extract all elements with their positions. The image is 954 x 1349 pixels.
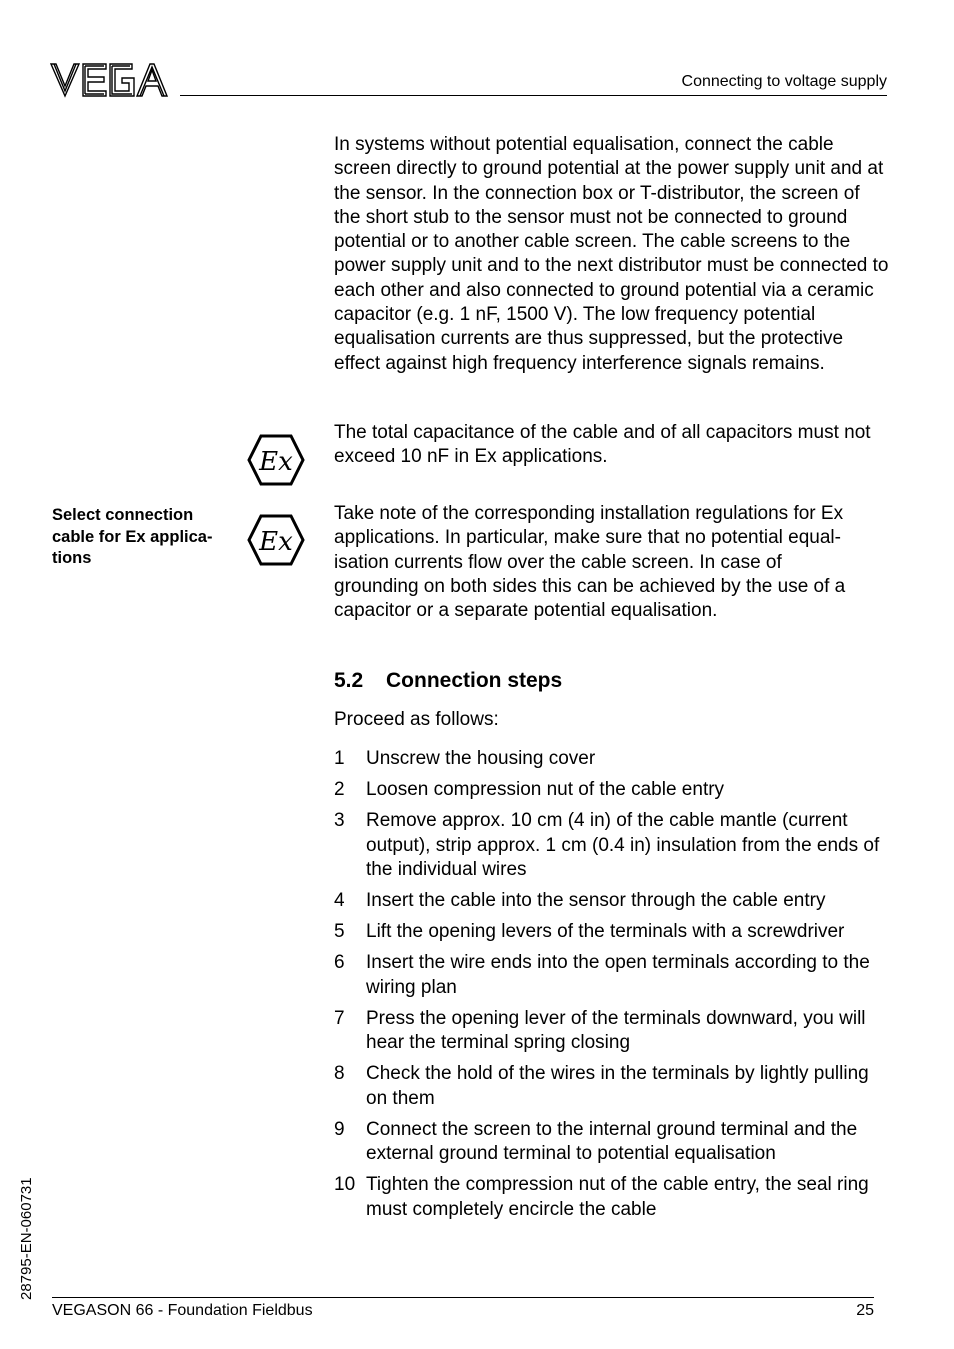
- step-number: 8: [334, 1063, 345, 1084]
- paragraph-line: grounding on both sides this can be achieved by the use of a: [334, 575, 846, 597]
- list-item: [334, 1062, 890, 1111]
- section-heading: [334, 669, 562, 693]
- list-item: [334, 1007, 890, 1056]
- step-text: Remove approx. 10 cm (4 in) of the cable mantle (current output), strip approx. 1 cm (0.4 in) insulation from the ends of the individual wires: [366, 810, 880, 880]
- page-number: 25: [856, 1302, 874, 1319]
- list-item: [334, 747, 890, 772]
- paragraph-line: Take note of the corresponding installation regulations for Ex: [334, 503, 844, 524]
- ex-explosion-protection-icon: [247, 434, 305, 486]
- connection-steps-list: [334, 747, 890, 1229]
- paragraph-line: capacitor or a separate potential equalisation.: [334, 600, 718, 622]
- step-number: 1: [334, 748, 345, 769]
- header-section-title: Connecting to voltage supply: [681, 73, 887, 90]
- vega-logo: [50, 62, 168, 98]
- step-text: Insert the wire ends into the open terminals according to the wiring plan: [366, 952, 870, 998]
- svg-text:Ex: Ex: [259, 447, 293, 477]
- paragraph-potential-equalisation: In systems without potential equalisation, connect the cable screen directly to ground potential at the power supply unit and at the sensor. In the connection box or T-distributor, the screen of the short stub to the sensor must not be connected to ground potential or to another cable screen. The cable screens to the power supply unit and to the next distributor must be connected to each other and also connected to ground potential via a ceramic capacitor (e.g. 1 nF, 1500 V). The low frequency potential equalisation currents are thus suppressed, but the protective effect against high frequency interference signals remains.: [334, 134, 889, 374]
- paragraph-line: isation currents flow over the cable screen. In case of: [334, 551, 782, 573]
- step-number: 9: [334, 1118, 345, 1140]
- document-id: 28795-EN-060731: [18, 1177, 35, 1300]
- step-text: Tighten the compression nut of the cable entry, the seal ring must completely encircle the cable: [366, 1174, 869, 1220]
- step-number: 3: [334, 810, 345, 831]
- step-number: 4: [334, 890, 345, 911]
- step-text: Check the hold of the wires in the terminals by lightly pulling on them: [366, 1063, 869, 1109]
- margin-note-line: tions: [52, 549, 92, 567]
- list-item: [334, 920, 890, 945]
- section-title: Connection steps: [386, 669, 563, 692]
- margin-note-line: cable for Ex applica-: [52, 527, 213, 546]
- list-item: [334, 809, 890, 883]
- step-text: Loosen compression nut of the cable entry: [366, 779, 725, 800]
- section-number: 5.2: [334, 669, 364, 692]
- list-item: [334, 889, 890, 914]
- paragraph-line: applications. In particular, make sure that no potential equal-: [334, 527, 841, 549]
- footer-product-name: VEGASON 66 - Foundation Fieldbus: [52, 1302, 313, 1319]
- step-number: 5: [334, 921, 345, 942]
- step-number: 2: [334, 779, 345, 800]
- step-number: 6: [334, 952, 345, 973]
- margin-note-line: Select connection: [52, 506, 194, 524]
- step-text: Press the opening lever of the terminals downward, you will hear the terminal spring closing: [366, 1007, 866, 1053]
- step-text: Connect the screen to the internal ground terminal and the external ground terminal to potential equalisation: [366, 1118, 858, 1164]
- list-item: [334, 951, 890, 1000]
- section-intro: Proceed as follows:: [334, 709, 499, 730]
- svg-text:Ex: Ex: [259, 527, 293, 557]
- paragraph-capacitance-limit: The total capacitance of the cable and of all capacitors must not exceed 10 nF in Ex applications.: [334, 422, 871, 468]
- step-number: 7: [334, 1007, 345, 1029]
- footer-divider: [52, 1297, 874, 1298]
- list-item: [334, 1173, 890, 1222]
- paragraph-installation-regulations: [334, 502, 890, 623]
- step-text: Lift the opening levers of the terminals with a screwdriver: [366, 921, 845, 942]
- list-item: [334, 778, 890, 803]
- header-divider: [180, 95, 887, 96]
- margin-note-ex-cable: [52, 505, 242, 570]
- ex-explosion-protection-icon: [247, 514, 305, 566]
- step-text: Unscrew the housing cover: [366, 748, 596, 769]
- list-item: [334, 1118, 890, 1167]
- step-text: Insert the cable into the sensor through the cable entry: [366, 890, 826, 911]
- step-number: 10: [334, 1174, 356, 1195]
